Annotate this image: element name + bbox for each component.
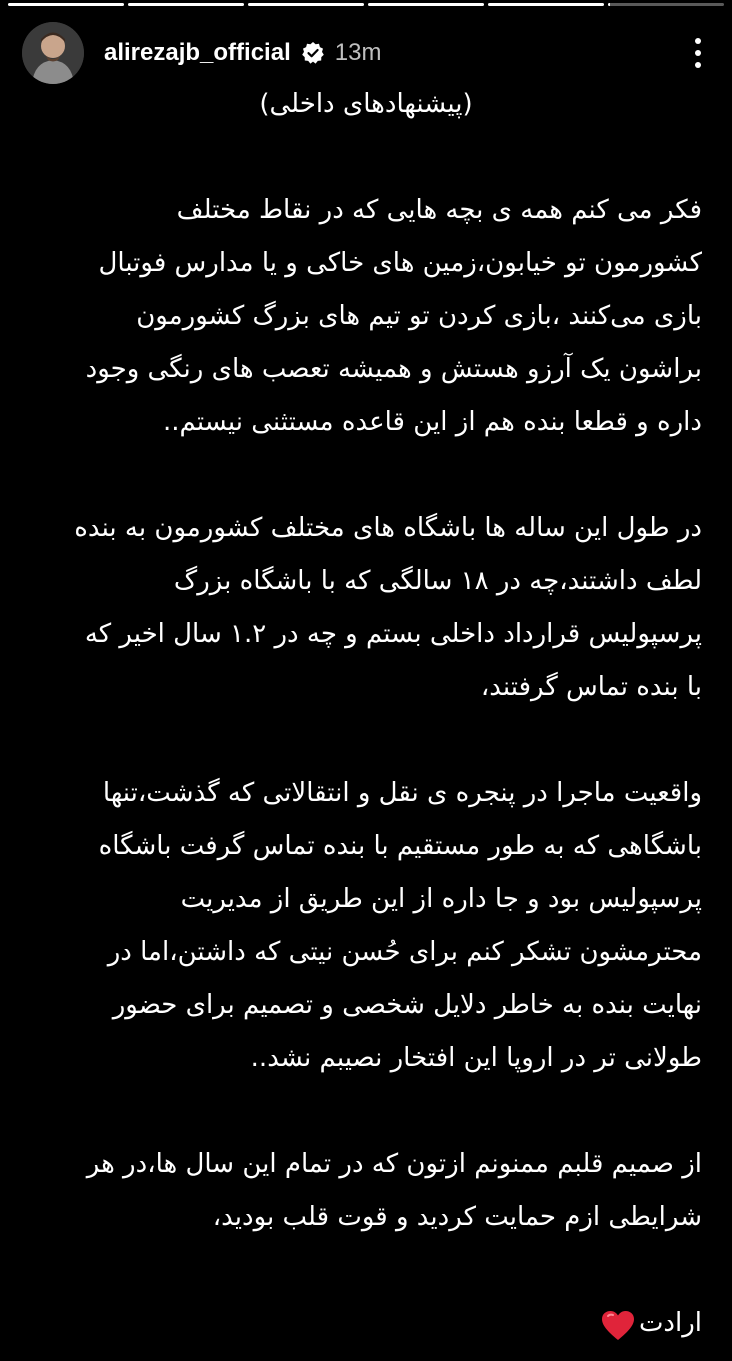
red-heart-icon [601,1308,635,1340]
progress-fill [608,3,610,6]
verified-badge-icon [301,41,325,65]
progress-fill [368,3,484,6]
progress-segment [248,3,364,6]
progress-fill [8,3,124,6]
avatar[interactable] [22,22,84,84]
signoff-line [30,1297,702,1350]
progress-segment [488,3,604,6]
username[interactable]: alirezajb_official [104,39,291,66]
progress-segment [608,3,724,6]
progress-segment [128,3,244,6]
story-title: (پیشنهادهای داخلی) [259,89,473,119]
progress-fill [128,3,244,6]
post-time: 13m [334,39,382,66]
story-paragraph-2: در طول این ساله ها باشگاه های مختلف کشورمون به بنده لطف داشتند،چه در ۱۸ سالگی که با باشگاه بزرگ پرسپولیس قرارداد داخلی بستم و چه در ۱.۲ سال اخیر که با بنده تماس گرفتند، [74,513,702,702]
progress-fill [248,3,364,6]
story-paragraph-1: فکر می کنم همه ی بچه هایی که در نقاط مختلف کشورمون تو خیابون،زمین های خاکی و یا مدارس فوتبال بازی می‌کنند ،بازی کردن تو تیم های بزرگ کشورمون براشون یک آرزو هستش و همیشه تعصب های رنگی وجود داره و قطعا بنده هم از این قاعده مستثنی نیستم.. [85,195,702,437]
progress-segment [8,3,124,6]
signoff-text: ارادت [638,1308,702,1338]
story-paragraph-4: از صمیم قلبم ممنونم ازتون که در تمام این سال ها،در هر شرایطی ازم حمایت کردید و قوت قلب بودید، [86,1149,702,1232]
avatar-image [22,22,84,84]
story-header [22,22,710,84]
story-text [30,78,702,1350]
progress-segment [368,3,484,6]
progress-fill [488,3,604,6]
story-progress-bars [8,3,724,6]
story-paragraph-3: واقعیت ماجرا در پنجره ی نقل و انتقالاتی که گذشت،تنها باشگاهی که به طور مستقیم با بنده تماس گرفت باشگاه پرسپولیس بود و جا داره از این طریق از مدیریت محترمشون تشکر کنم برای حُسن نیتی که داشتن،اما در نهایت بنده به خاطر دلایل شخصی و تصمیم برای حضور طولانی تر در اروپا این افتخار نصیبم نشد.. [98,778,702,1073]
more-vertical-icon[interactable] [686,33,710,73]
